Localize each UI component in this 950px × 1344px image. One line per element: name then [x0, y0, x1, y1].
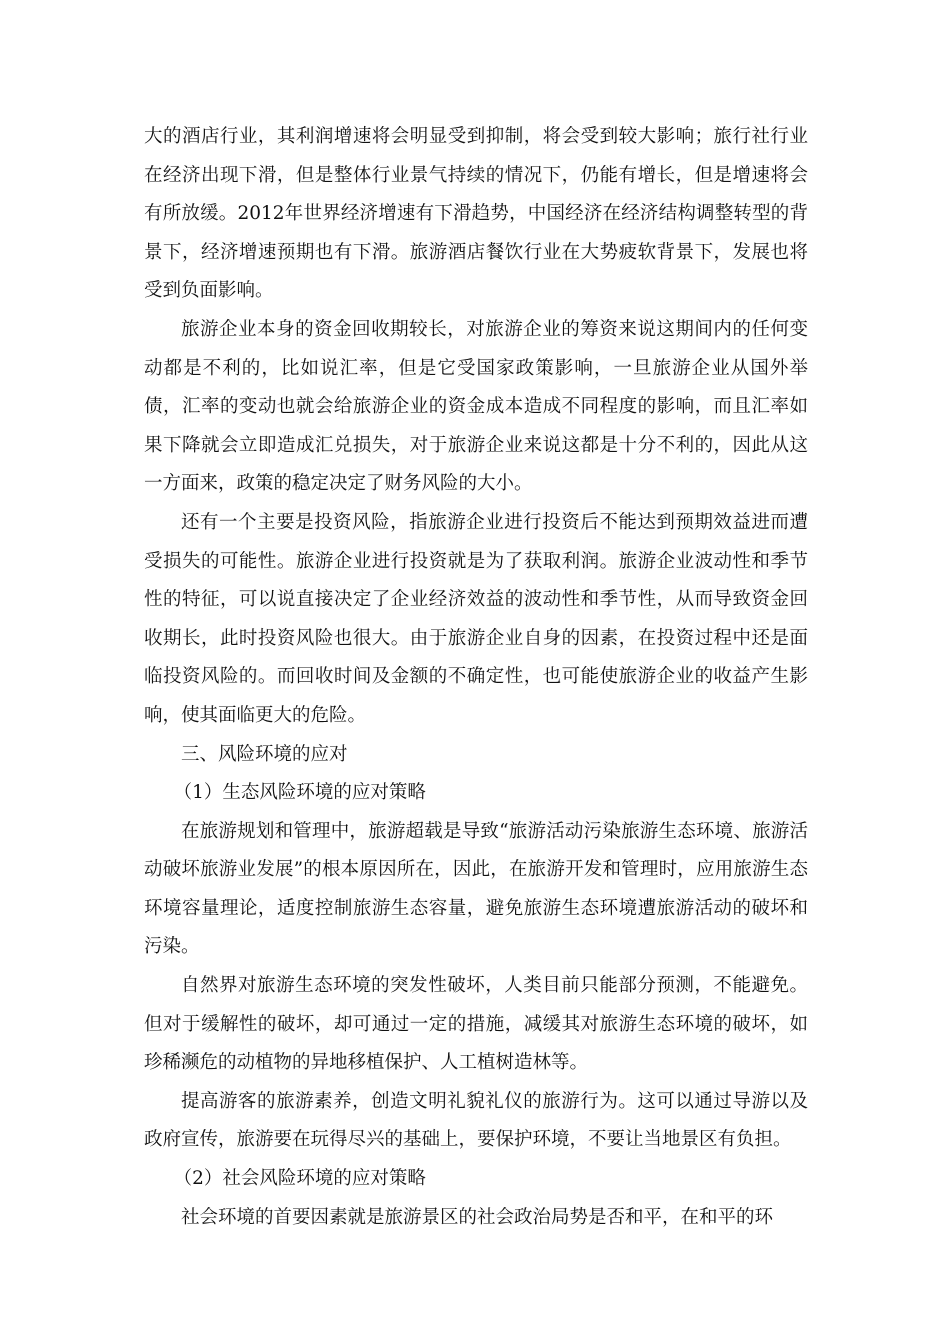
paragraph-investment-risk: 还有一个主要是投资风险，指旅游企业进行投资后不能达到预期效益进而遭受损失的可能性。旅游企业进行投资就是为了获取利润。旅游企业波动性和季节性的特征，可以说直接决定了企业经济效益的波动性和季节性，从而导致资金回收期长，此时投资风险也很大。由于旅游企业自身的因素，在投资过程中还是面临投资风险的。而回收时间及金额的不确定性，也可能使旅游企业的收益产生影响，使其面临更大的危险。 — [144, 511, 808, 726]
paragraph-capital-recovery: 旅游企业本身的资金回收期较长，对旅游企业的筹资来说这期间内的任何变动都是不利的，比如说汇率，但是它受国家政策影响，一旦旅游企业从国外举债，汇率的变动也就会给旅游企业的资金成本造成不同程度的影响，而且汇率如果下降就会立即造成汇兑损失，对于旅游企业来说这都是十分不利的，因此从这一方面来，政策的稳定决定了财务风险的大小。 — [144, 318, 808, 495]
document-body — [144, 118, 808, 1237]
paragraph-tourism-overload: 在旅游规划和管理中，旅游超载是导致“旅游活动污染旅游生态环境、旅游活动破坏旅游业发展”的根本原因所在，因此，在旅游开发和管理时，应用旅游生态环境容量理论，适度控制旅游生态容量，避免旅游生态环境遭旅游活动的破坏和污染。 — [144, 820, 808, 958]
subheading-social-strategy: （2）社会风险环境的应对策略 — [173, 1168, 426, 1190]
paragraph-hotel-industry-continued: 大的酒店行业，其利润增速将会明显受到抑制，将会受到较大影响；旅行社行业在经济出现下滑，但是整体行业景气持续的情况下，仍能有增长，但是增速将会有所放缓。2012年世界经济增速有下滑趋势，中国经济在经济结构调整转型的背景下，经济增速预期也有下滑。旅游酒店餐饮行业在大势疲软背景下，发展也将受到负面影响。 — [144, 126, 808, 302]
section-heading-risk-response: 三、风险环境的应对 — [181, 743, 348, 765]
paragraph-social-environment: 社会环境的首要因素就是旅游景区的社会政治局势是否和平，在和平的环 — [181, 1206, 774, 1228]
paragraph-tourist-literacy: 提高游客的旅游素养，创造文明礼貌礼仪的旅游行为。这可以通过导游以及政府宣传，旅游要在玩得尽兴的基础上，要保护环境，不要让当地景区有负担。 — [144, 1090, 808, 1151]
paragraph-natural-damage: 自然界对旅游生态环境的突发性破坏，人类目前只能部分预测，不能避免。但对于缓解性的破坏，却可通过一定的措施，减缓其对旅游生态环境的破坏，如珍稀濒危的动植物的异地移植保护、人工植树造林等。 — [144, 975, 808, 1074]
subheading-ecological-strategy: （1）生态风险环境的应对策略 — [173, 782, 426, 804]
